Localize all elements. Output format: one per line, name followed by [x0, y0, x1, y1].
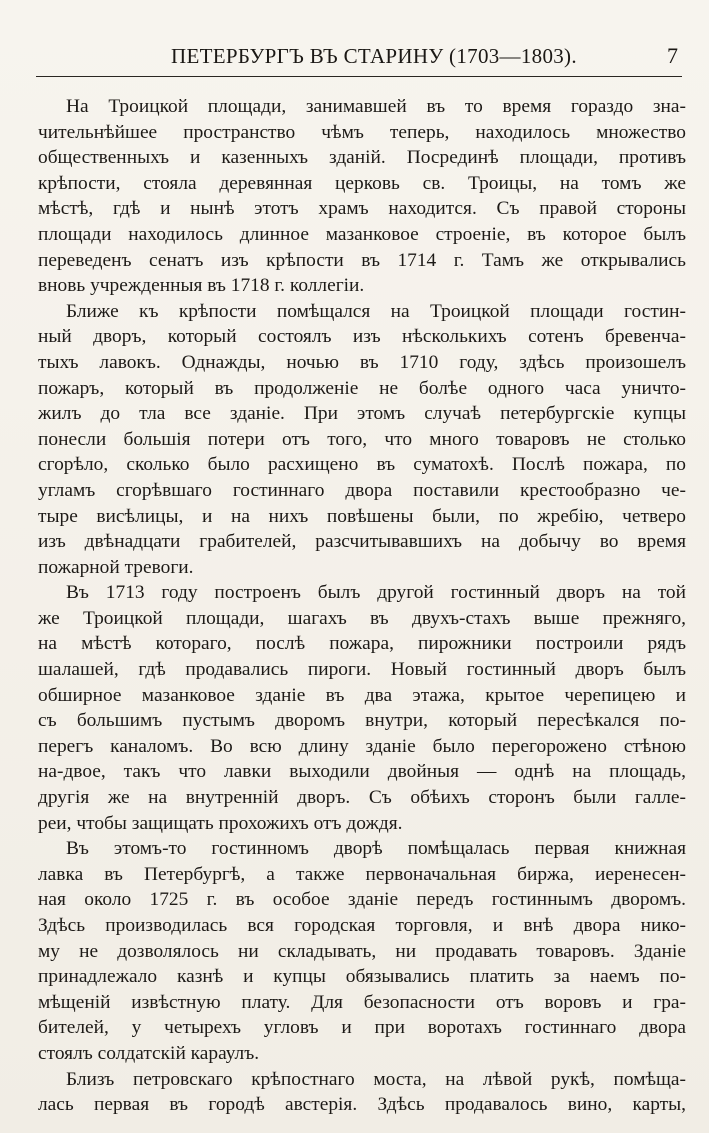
body-text: [38, 94, 686, 1118]
text-line: Здѣсь производилась вся городская торговля, и внѣ двора нико-: [38, 915, 686, 936]
paragraph: [38, 580, 686, 836]
page-number: 7: [667, 43, 678, 68]
text-line: Ближе къ крѣпости помѣщался на Троицкой площади гостин-: [66, 300, 686, 322]
text-line: стоялъ солдатскій караулъ.: [38, 1042, 260, 1064]
text-line: мѣщеній извѣстную плату. Для безопасности отъ воровъ и гра-: [38, 991, 686, 1013]
text-line: му не дозволялось ни складывать, ни продавать товаровъ. Зданіе: [38, 940, 686, 962]
text-line: съ большимъ пустымъ дворомъ внутри, который пересѣкался по-: [38, 710, 686, 732]
text-line: пожаръ, который въ продолженіе не болѣе одного часа уничто-: [38, 377, 686, 399]
text-line: мѣстѣ, гдѣ и нынѣ этотъ храмъ находится. Съ правой стороны: [38, 198, 686, 220]
text-line: лась первая въ городѣ австерія. Здѣсь продавалось вино, карты,: [38, 1094, 686, 1116]
text-line: сгорѣло, сколько было расхищено въ суматохѣ. Послѣ пожара, по: [38, 454, 686, 476]
text-line: чительнѣйшее пространство чѣмъ теперь, находилось множество: [38, 121, 686, 143]
text-line: Въ 1713 году построенъ былъ другой гостинный дворъ на той: [66, 582, 686, 604]
text-line: на мѣстѣ котораго, послѣ пожара, пирожники построили рядъ: [38, 633, 686, 655]
text-line: другія же на внутренній дворъ. Съ обѣихъ сторонъ были галле-: [38, 787, 686, 809]
text-line: реи, чтобы защищать прохожихъ отъ дождя.: [38, 812, 403, 834]
paragraph: [38, 836, 686, 1066]
text-line: понесли большія потери отъ того, что много товаровъ не столько: [38, 428, 686, 450]
page-header: [36, 40, 682, 70]
text-line: ная около 1725 г. въ особое зданіе передъ гостиннымъ дворомъ.: [38, 889, 686, 911]
paragraph: [38, 94, 686, 299]
text-line: переведенъ сенатъ изъ крѣпости въ 1714 г. Тамъ же открывались: [38, 249, 686, 271]
text-line: же Троицкой площади, шагахъ въ двухъ-стахъ выше прежняго,: [38, 607, 686, 629]
text-line: перегъ каналомъ. Во всю длину зданіе было перегорожено стѣною: [38, 735, 686, 757]
text-line: угламъ сгорѣвшаго гостиннаго двора поставили крестообразно че-: [38, 479, 686, 501]
text-line: лавка въ Петербургѣ, а также первоначальная биржа, иеренесен-: [38, 863, 686, 885]
text-line: площади находилось длинное мазанковое строеніе, въ которое былъ: [38, 223, 686, 245]
text-line: на-двое, такъ что лавки выходили двойныя — однѣ на площадь,: [38, 761, 686, 783]
text-line: тыре висѣлицы, и на нихъ повѣшены были, по жребію, четверо: [38, 505, 686, 527]
text-line: шалашей, гдѣ продавались пироги. Новый гостинный дворъ былъ: [38, 659, 686, 681]
text-line: ный дворъ, который состоялъ изъ нѣсколькихъ сотенъ бревенча-: [38, 326, 686, 348]
text-line: бителей, у четырехъ угловъ и при воротахъ гостиннаго двора: [38, 1017, 686, 1039]
header-rule: [36, 76, 682, 77]
text-line: обширное мазанковое зданіе въ два этажа, крытое черепицею и: [38, 684, 686, 706]
text-line: тыхъ лавокъ. Однажды, ночью въ 1710 году, здѣсь произошелъ: [38, 351, 686, 373]
text-line: Близъ петровскаго крѣпостнаго моста, на лѣвой рукѣ, помѣща-: [66, 1068, 686, 1090]
text-line: Въ этомъ-то гостинномъ дворѣ помѣщалась первая книжная: [66, 838, 686, 860]
running-title: ПЕТЕРБУРГЪ ВЪ СТАРИНУ (1703—1803).: [171, 44, 577, 68]
text-line: общественныхъ и казенныхъ зданій. Посрединѣ площади, противъ: [38, 147, 686, 169]
text-line: пожарной тревоги.: [38, 556, 194, 578]
text-line: На Троицкой площади, занимавшей въ то время гораздо зна-: [66, 96, 686, 117]
paragraph: [38, 299, 686, 581]
text-line: крѣпости, стояла деревянная церковь св. Троицы, на томъ же: [38, 172, 686, 194]
text-line: вновь учрежденныя въ 1718 г. коллегіи.: [38, 275, 365, 297]
paragraph: [38, 1067, 686, 1118]
text-line: жилъ до тла все зданіе. При этомъ случаѣ петербургскіе купцы: [38, 403, 686, 425]
text-line: принадлежало казнѣ и купцы обязывались платить за наемъ по-: [38, 966, 686, 988]
text-line: изъ двѣнадцати грабителей, разсчитывавшихъ на добычу во время: [38, 531, 686, 553]
